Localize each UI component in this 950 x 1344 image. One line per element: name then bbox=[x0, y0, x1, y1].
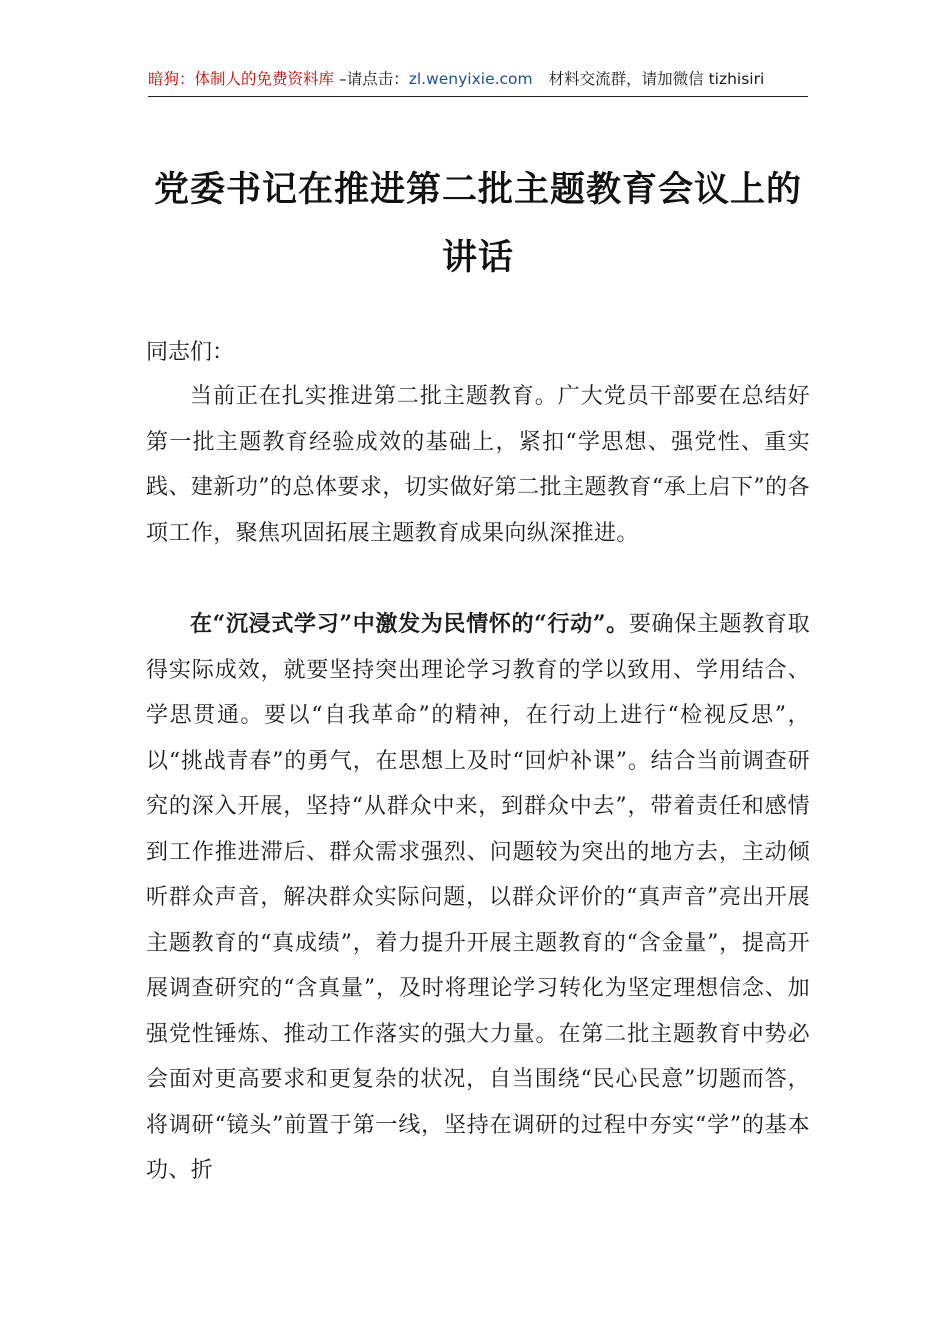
header-wechat-note: 材料交流群，请加微信 tizhisiri bbox=[548, 70, 765, 88]
header-site-name: 暗狗：体制人的免费资料库 bbox=[148, 70, 335, 88]
header-prompt: –请点击： bbox=[334, 70, 409, 88]
document-title-line1: 党委书记在推进第二批主题教育会议上的 bbox=[153, 169, 802, 210]
paragraph-2-body: 要确保主题教育取得实际成效，就要坚持突出理论学习教育的学以致用、学用结合、学思贯通。要以“自我革命”的精神，在行动上进行“检视反思”，以“挑战青春”的勇气，在思想上及时“回炉补课”。结合当前调查研究的深入开展，坚持“从群众中来，到群众中去”，带着责任和感情到工作推进滞后、群众需求强烈、问题较为突出的地方去，主动倾听群众声音，解决群众实际问题，以群众评价的“真声音”亮出开展主题教育的“真成绩”，着力提升开展主题教育的“含金量”，提高开展调查研究的“含真量”，及时将理论学习转化为坚定理想信念、加强党性锤炼、推动工作落实的强大力量。在第二批主题教育中势必会面对更高要求和更复杂的状况，自当围绕“民心民意”切题而答，将调研“镜头”前置于第一线，坚持在调研的过程中夯实“学”的基本功、折 bbox=[146, 612, 810, 1183]
paragraph-1-text: 当前正在扎实推进第二批主题教育。广大党员干部要在总结好第一批主题教育经验成效的基础上，紧扣“学思想、强党性、重实践、建新功”的总体要求，切实做好第二批主题教育“承上启下”的各项工作，聚焦巩固拓展主题教育成果向纵深推进。 bbox=[146, 384, 810, 546]
paragraph-2 bbox=[146, 602, 810, 1194]
paragraph-2-text bbox=[146, 602, 810, 1194]
document-title-line2: 讲话 bbox=[441, 237, 514, 278]
paragraph-1 bbox=[146, 374, 810, 556]
paragraph-2-lead: 在“沉浸式学习”中激发为民情怀的“行动”。 bbox=[190, 611, 629, 637]
header-url-link[interactable]: zl.wenyixie.com bbox=[408, 70, 533, 88]
page-header bbox=[148, 68, 808, 97]
salutation: 同志们： bbox=[146, 340, 235, 365]
